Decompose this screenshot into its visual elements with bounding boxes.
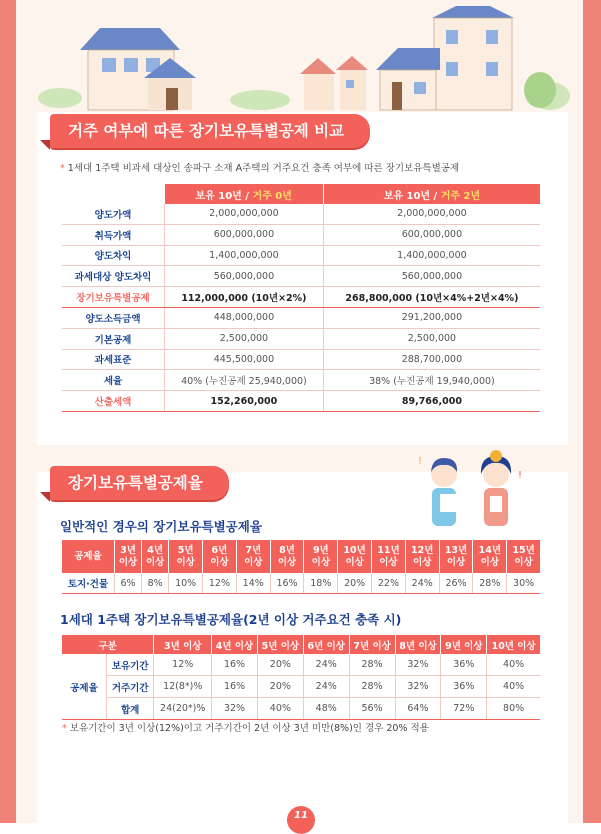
group-label: 공제율 <box>62 654 107 720</box>
section1-note <box>60 160 459 174</box>
general-rate-subtitle: 일반적인 경우의 장기보유특별공제율 <box>60 519 262 534</box>
corner-cell: 구분 <box>62 635 154 654</box>
year-header: 10년 이상 <box>487 635 540 654</box>
table-row-total: 산출세액 152,260,000 89,766,000 <box>62 391 540 412</box>
year-header: 15년 이상 <box>507 540 540 573</box>
year-header: 3년 이상 <box>154 635 212 654</box>
year-header: 5년 이상 <box>169 540 203 573</box>
table-row: 취득가액 600,000,000 600,000,000 <box>62 224 540 245</box>
people-illustration <box>414 448 526 534</box>
year-header: 7년 이상 <box>349 635 395 654</box>
year-header: 4년 이상 <box>212 635 258 654</box>
page-number: 11 <box>287 806 315 834</box>
year-header: 9년 이상 <box>441 635 487 654</box>
corner-cell <box>62 184 165 204</box>
year-header: 5년 이상 <box>257 635 303 654</box>
col-header-1: 보유 10년 / 거주 2년 <box>323 184 540 204</box>
footnote <box>62 720 429 734</box>
houses-illustration <box>20 0 580 120</box>
general-rate-table <box>62 540 540 594</box>
year-header: 7년 이상 <box>236 540 270 573</box>
svg-text:!: ! <box>518 470 523 481</box>
footnote-star: * <box>62 723 67 734</box>
right-border-strip <box>583 0 601 823</box>
single-house-rate-table <box>62 635 540 720</box>
comparison-table <box>62 184 540 412</box>
col-header-0: 보유 10년 / 거주 0년 <box>165 184 324 204</box>
left-border-strip <box>0 0 16 823</box>
table-row: 과세대상 양도차익 560,000,000 560,000,000 <box>62 266 540 287</box>
table-row: 합계 24(20*)% 32% 40% 48% 56% 64% 72% 80% <box>62 698 540 720</box>
table-row: 양도가액 2,000,000,000 2,000,000,000 <box>62 204 540 224</box>
year-header: 4년 이상 <box>142 540 169 573</box>
note-text: 1세대 1주택 비과세 대상인 송파구 소재 A주택의 거주요건 충족 여부에 따른 장기보유특별공제 <box>64 163 460 174</box>
year-header: 9년 이상 <box>304 540 338 573</box>
table-row: 양도소득금액 448,000,000 291,200,000 <box>62 307 540 328</box>
single-house-rate-subtitle: 1세대 1주택 장기보유특별공제율(2년 이상 거주요건 충족 시) <box>60 612 402 627</box>
year-header: 3년 이상 <box>115 540 142 573</box>
svg-text:!: ! <box>418 456 423 467</box>
table-row: 기본공제 2,500,000 2,500,000 <box>62 328 540 349</box>
year-header: 11년 이상 <box>372 540 406 573</box>
year-header: 10년 이상 <box>338 540 372 573</box>
year-header: 6년 이상 <box>303 635 349 654</box>
year-header: 13년 이상 <box>439 540 473 573</box>
table-row: 세율 40% (누진공제 25,940,000) 38% (누진공제 19,940,000) <box>62 370 540 391</box>
section1-title: 거주 여부에 따른 장기보유특별공제 비교 <box>50 114 370 148</box>
year-header: 14년 이상 <box>473 540 507 573</box>
table-row-highlight: 장기보유특별공제 112,000,000 (10년×2%) 268,800,000 (10년×4%+2년×4%) <box>62 287 540 308</box>
table-row: 토지·건물 6% 8% 10% 12% 14% 16% 18% 20% 22% 24% 26% 28% 30% <box>62 573 540 594</box>
note-star: * <box>60 163 65 174</box>
footnote-text: 보유기간이 3년 이상(12%)이고 거주기간이 2년 이상 3년 미만(8%)인 경우 20% 적용 <box>66 723 429 734</box>
table-row: 과세표준 445,500,000 288,700,000 <box>62 349 540 370</box>
table-row: 양도차익 1,400,000,000 1,400,000,000 <box>62 245 540 266</box>
year-header: 6년 이상 <box>203 540 237 573</box>
table-row: 공제율 보유기간 12% 16% 20% 24% 28% 32% 36% 40% <box>62 654 540 676</box>
table-row: 거주기간 12(8*)% 16% 20% 24% 28% 32% 36% 40% <box>62 676 540 698</box>
corner-cell: 공제율 <box>62 540 115 573</box>
year-header: 8년 이상 <box>270 540 304 573</box>
year-header: 8년 이상 <box>395 635 441 654</box>
section2-title: 장기보유특별공제율 <box>50 466 229 500</box>
year-header: 12년 이상 <box>405 540 439 573</box>
